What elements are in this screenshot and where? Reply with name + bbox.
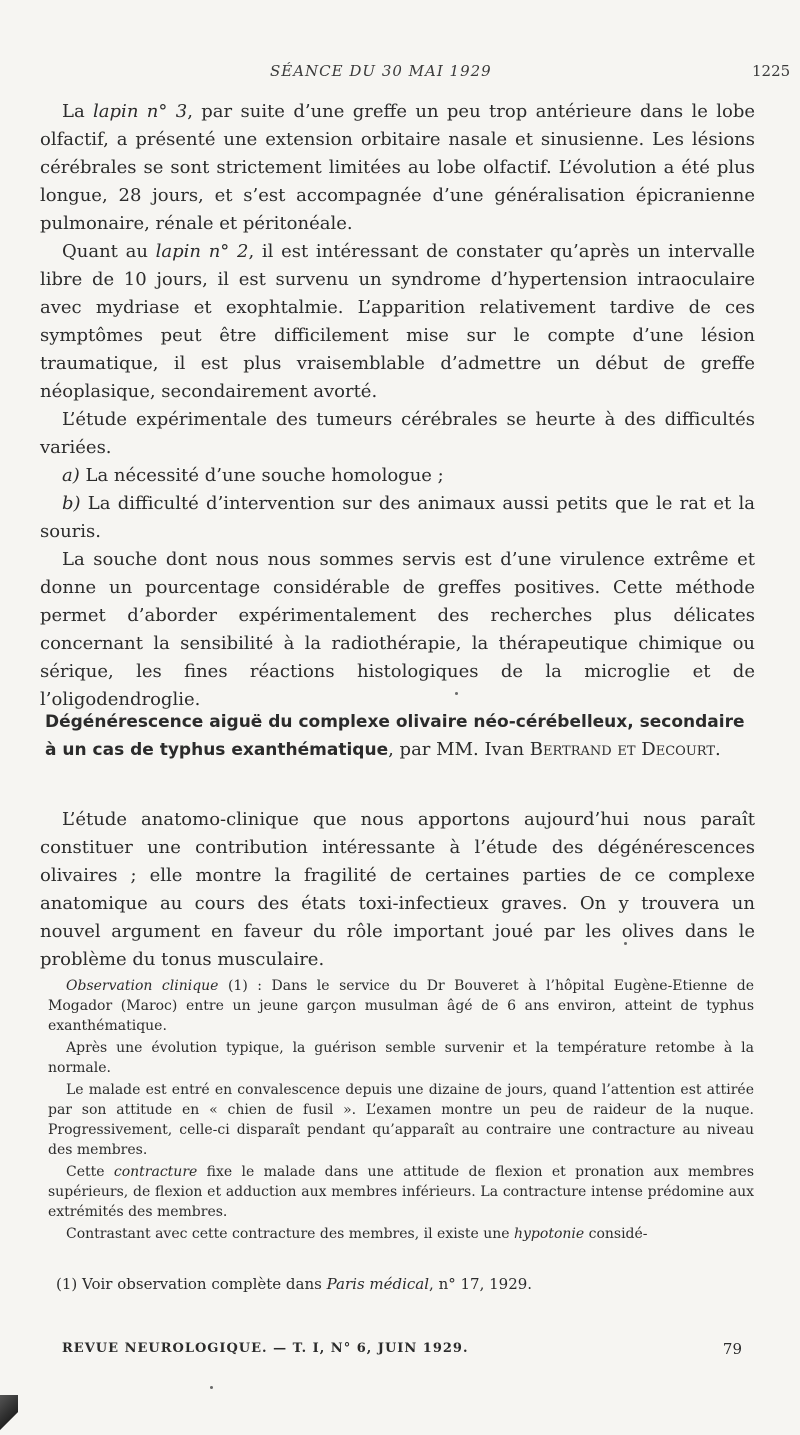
article-intro-block [40,806,755,974]
article-authors: Bertrand et Decourt. [529,739,721,760]
signature-number: 79 [722,1340,742,1358]
article-title: Dégénérescence aiguë du complexe olivaire néo-cérébelleux, secondaire à un cas de typhus exanthématique [45,712,745,760]
footnote: (1) Voir observation complète dans Paris médical, n° 17, 1929. [56,1275,533,1293]
observation-paragraph: Contrastant avec cette contracture des membres, il existe une hypotonie considé- [66,1226,648,1242]
article-byline-prefix: , par MM. Ivan [388,739,525,760]
main-text-top [40,98,755,714]
list-item-b: b) La difficulté d’intervention sur des animaux aussi petits que le rat et la souris. [40,493,755,542]
paragraph-difficulties: L’étude expérimentale des tumeurs cérébrales se heurte à des difficultés variées. [40,409,755,458]
paragraph-lapin-3: La lapin n° 3, par suite d’une greffe un peu trop antérieure dans le lobe olfactif, a présenté une extension orbitaire nasale et sinusienne. Les lésions cérébrales se sont strictement limitées au lobe olfactif. L’évolution a été plus longue, 28 jours, et s’est accompagnée d’une généralisation épicranienne pulmonaire, rénale et péritonéale. [40,101,756,234]
journal-reference: REVUE NEUROLOGIQUE. — T. I, N° 6, JUIN 1929. [62,1341,469,1356]
paragraph-lapin-2: Quant au lapin n° 2, il est intéressant de constater qu’après un intervalle libre de 10 jours, il est survenu un syndrome d’hypertension intraoculaire avec mydriase et exophtalmie. L’apparition relativement tardive de ces symptômes peut être difficilement mise sur le compte d’une lésion traumatique, il est plus vraisemblable d’admettre un début de greffe néoplasique, secondairement avorté. [40,241,755,402]
observation-paragraph: Après une évolution typique, la guérison semble survenir et la température retombe à la normale. [48,1040,754,1076]
observation-paragraph: Observation clinique (1) : Dans le service du Dr Bouveret à l’hôpital Eugène-Etienne de Mogador (Maroc) entre un jeune garçon musulman âgé de 6 ans environ, atteint de typhus exanthématique. [48,978,754,1034]
list-item-a: a) La nécessité d’une souche homologue ; [62,465,444,486]
italic-term: lapin n° 3 [93,101,188,122]
page-footer [62,1340,762,1358]
observation-block [48,976,754,1294]
running-header: SÉANCE DU 30 MAI 1929 [270,62,492,80]
article-title-block [45,708,757,764]
paragraph-souche: La souche dont nous nous sommes servis est d’une virulence extrême et donne un pourcentage considérable de greffes positives. Cette méthode permet d’aborder expérimentalement des recherches plus délicates concernant la sensibilité à la radiothérapie, la thérapeutique chimique ou sérique, les fines réactions histologiques de la microglie et de l’oligodendroglie. [40,549,755,710]
print-speck [624,942,627,945]
print-speck [455,692,458,695]
article-intro: L’étude anatomo-clinique que nous apportons aujourd’hui nous paraît constituer une contribution intéressante à l’étude des dégénérescences olivaires ; elle montre la fragilité de certaines parties de ce complexe anatomique au cours des états toxi-infectieux graves. On y trouvera un nouvel argument en faveur du rôle important joué par les olives dans le problème du tonus musculaire. [40,809,755,970]
italic-term: lapin n° 2 [155,241,249,262]
observation-paragraph: Le malade est entré en convalescence depuis une dizaine de jours, quand l’attention est attirée par son attitude en « chien de fusil ». L’examen montre un peu de raideur de la nuque. Progressivement, celle-ci disparaît pendant qu’apparaît au contraire une contracture au niveau des membres. [48,1082,754,1158]
scan-corner-mark [0,1395,18,1435]
print-speck [210,1386,213,1389]
page-number: 1225 [752,62,791,80]
footnote-marker: (1) [56,1275,78,1293]
observation-paragraph: Cette contracture fixe le malade dans une attitude de flexion et pronation aux membres supérieurs, de flexion et adduction aux membres inférieurs. La contracture intense prédomine aux extrémités des membres. [48,1164,755,1220]
